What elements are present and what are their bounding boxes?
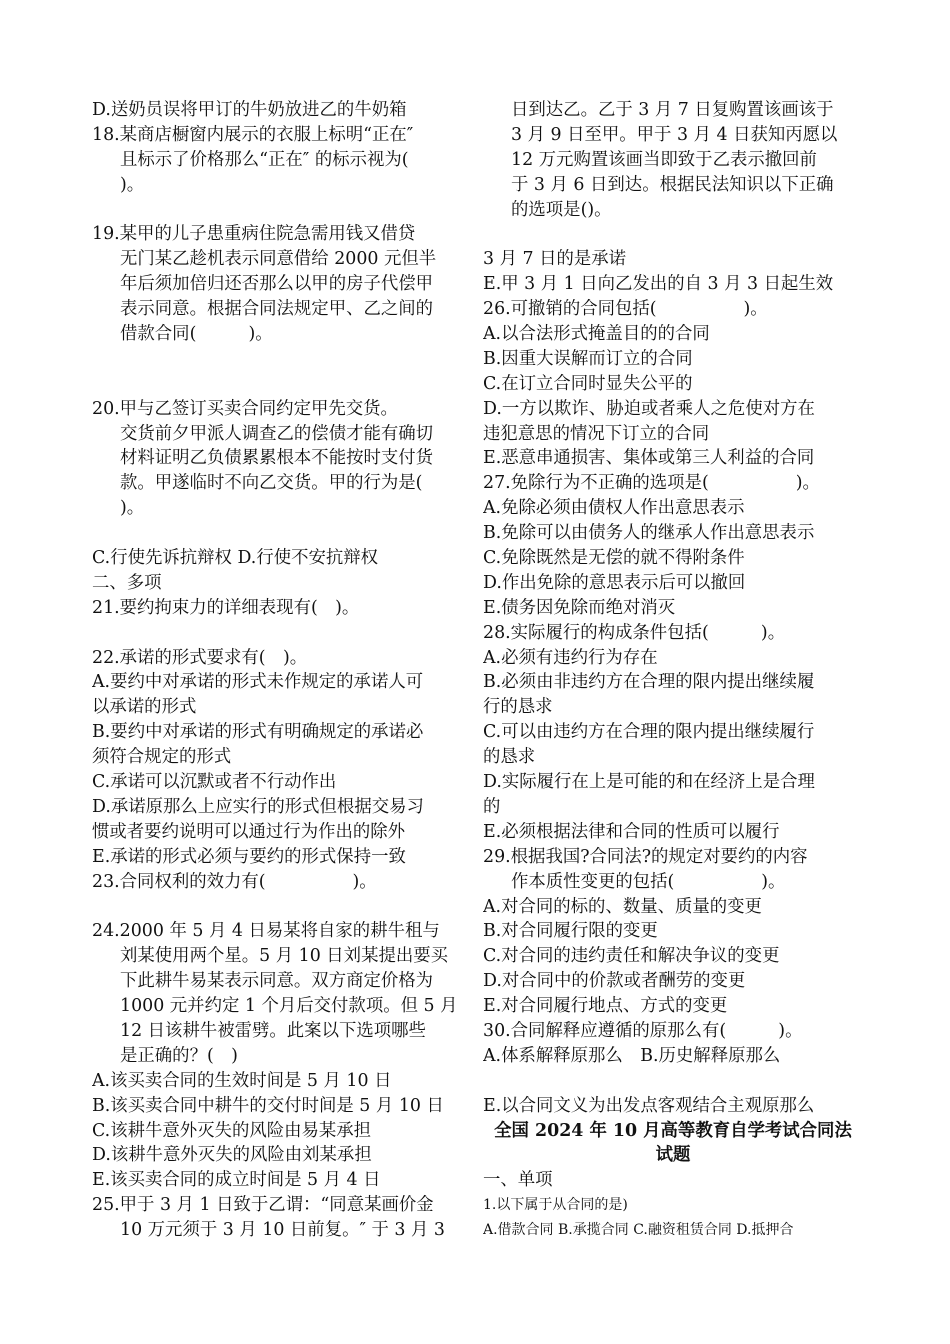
- option-line: 违犯意思的情况下订立的合同: [483, 423, 710, 444]
- text-line: 10 万元须于 3 月 10 日前复。″ 于 3 月 3: [120, 1220, 445, 1241]
- right-column: [483, 98, 863, 1243]
- option-line: A.以合法形式掩盖目的的合同: [483, 324, 710, 345]
- text-line: 3 月 9 日至甲。甲于 3 月 4 日获知丙愿以: [511, 124, 838, 145]
- option-line: 的恳求: [483, 747, 536, 768]
- option-line: 惯或者要约说明可以通过行为作出的除外: [92, 821, 406, 842]
- question-24: 24.2000 年 5 月 4 日易某将自家的耕牛租与: [92, 921, 440, 942]
- option-line: C.免除既然是无偿的就不得附条件: [483, 548, 745, 569]
- option-line: C.对合同的违约责任和解决争议的变更: [483, 946, 780, 967]
- text-line: 12 日该耕牛被雷劈。此案以下选项哪些: [120, 1020, 426, 1041]
- option-line: B.要约中对承诺的形式有明确规定的承诺必: [92, 722, 424, 743]
- question-28: 28.实际履行的构成条件包括( )。: [483, 622, 786, 643]
- exam-title-sub: 试题: [655, 1145, 691, 1166]
- text-line: 是正确的？( ): [120, 1045, 238, 1066]
- text-line: 材料证明乙负债累累根本不能按时支付货: [120, 448, 434, 469]
- text-line: 作本质性变更的包括( )。: [511, 871, 786, 892]
- text-line: )。: [120, 498, 145, 519]
- text-line: 表示同意。根据合同法规定甲、乙之间的: [120, 299, 434, 320]
- option-line: E.对合同履行地点、方式的变更: [483, 996, 728, 1017]
- option-line: D.一方以欺诈、胁迫或者乘人之危使对方在: [483, 398, 815, 419]
- text-line: 12 万元购置该画当即致于乙表示撤回前: [511, 149, 817, 170]
- option-line: A.对合同的标的、数量、质量的变更: [483, 896, 762, 917]
- option-line: 须符合规定的形式: [92, 747, 232, 768]
- text-line: D.送奶员误将甲订的牛奶放进乙的牛奶箱: [92, 100, 407, 120]
- option-line: A.该买卖合同的生效时间是 5 月 10 日: [92, 1070, 392, 1091]
- blank-line: [92, 372, 477, 397]
- option-line: E.承诺的形式必须与要约的形式保持一致: [92, 846, 406, 867]
- question-29: 29.根据我国?合同法?的规定对要约的内容: [483, 846, 808, 867]
- option-line: A.体系解释原那么 B.历史解释原那么: [483, 1045, 781, 1066]
- option-line: C.承诺可以沉默或者不行动作出: [92, 772, 337, 793]
- text-line: )。: [120, 174, 145, 195]
- question-26: 26.可撤销的合同包括( )。: [483, 299, 768, 320]
- blank-line: [92, 198, 477, 223]
- option-line: A.免除必须由债权人作出意思表示: [483, 498, 745, 519]
- option-line: A.要约中对承诺的形式未作规定的承诺人可: [92, 672, 424, 693]
- option-line: C.在订立合同时显失公平的: [483, 373, 693, 394]
- option-line: 的: [483, 796, 501, 817]
- question-18: 18.某商店橱窗内展示的衣服上标明“正在″: [92, 124, 414, 145]
- text-line: 下此耕牛易某表示同意。双方商定价格为: [120, 971, 434, 992]
- question-30: 30.合同解释应遵循的原那么有( )。: [483, 1020, 803, 1041]
- question-19: 19.某甲的儿子患重病住院急需用钱又借贷: [92, 224, 416, 245]
- text-line: 刘某使用两个星。5 月 10 日刘某提出要买: [120, 946, 449, 967]
- question-25: 25.甲于 3 月 1 日致于乙谓：“同意某画价金: [92, 1195, 434, 1216]
- option-line: 行的恳求: [483, 697, 553, 718]
- option-line: D.实际履行在上是可能的和在经济上是合理: [483, 772, 815, 793]
- option-line: D.承诺原那么上应实行的形式但根据交易习: [92, 796, 424, 817]
- option-line: E.以合同文义为出发点客观结合主观原那么: [483, 1095, 815, 1116]
- blank-line: [92, 895, 477, 920]
- question-20: 20.甲与乙签订买卖合同约定甲先交货。: [92, 398, 398, 419]
- question-21: 21.要约拘束力的详细表现有( )。: [92, 597, 360, 618]
- option-line: B.免除可以由债务人的继承人作出意思表示: [483, 523, 815, 544]
- option-line: E.恶意串通损害、集体或第三人利益的合同: [483, 448, 815, 469]
- text-line: 的选项是()。: [511, 199, 612, 220]
- option-line: E.必须根据法律和合同的性质可以履行: [483, 821, 780, 842]
- option-line: E.该买卖合同的成立时间是 5 月 4 日: [92, 1170, 381, 1191]
- text-line: 于 3 月 6 日到达。根据民法知识以下正确: [511, 174, 834, 195]
- blank-line: [483, 1069, 863, 1094]
- text-line: 借款合同( )。: [120, 324, 273, 345]
- question-27: 27.免除行为不正确的选项是( )。: [483, 473, 820, 494]
- question-1: 1.以下属于从合同的是): [483, 1197, 628, 1214]
- question-22: 22.承诺的形式要求有( )。: [92, 647, 308, 668]
- option-line: A.借款合同 B.承揽合同 C.融资租赁合同 D.抵押合: [483, 1222, 794, 1239]
- option-line: B.必须由非违约方在合理的限内提出继续履: [483, 672, 815, 693]
- option-line: D.作出免除的意思表示后可以撤回: [483, 572, 746, 593]
- option-line: C.行使先诉抗辩权 D.行使不安抗辩权: [92, 548, 379, 569]
- option-line: 3 月 7 日的是承诺: [483, 249, 627, 270]
- blank-line: [483, 222, 863, 247]
- section-heading: 二、多项: [92, 572, 162, 593]
- option-line: E.债务因免除而绝对消灭: [483, 597, 676, 618]
- option-line: 以承诺的形式: [92, 697, 197, 718]
- text-line: 无门某乙趁机表示同意借给 2000 元但半: [120, 249, 437, 270]
- exam-title: 全国 2024 年 10 月高等教育自学考试合同法: [494, 1120, 852, 1141]
- option-line: E.甲 3 月 1 日向乙发出的自 3 月 3 日起生效: [483, 274, 834, 295]
- option-line: B.因重大误解而订立的合同: [483, 348, 693, 369]
- left-column: [92, 98, 477, 1243]
- text-line: 交货前夕甲派人调查乙的偿债才能有确切: [120, 423, 434, 444]
- blank-line: [92, 521, 477, 546]
- option-line: D.该耕牛意外灭失的风险由刘某承担: [92, 1145, 372, 1166]
- text-line: 年后须加倍归还否那么以甲的房子代偿甲: [120, 274, 434, 295]
- option-line: B.该买卖合同中耕牛的交付时间是 5 月 10 日: [92, 1095, 444, 1116]
- text-line: 款。甲遂临时不向乙交货。甲的行为是(: [120, 473, 423, 494]
- option-line: D.对合同中的价款或者酬劳的变更: [483, 971, 746, 992]
- option-line: C.可以由违约方在合理的限内提出继续履行: [483, 722, 815, 743]
- option-line: A.必须有违约行为存在: [483, 647, 658, 668]
- question-23: 23.合同权利的效力有( )。: [92, 871, 377, 892]
- text-line: 日到达乙。乙于 3 月 7 日复购置该画该于: [511, 100, 834, 120]
- text-line: 且标示了价格那么“正在″ 的标示视为(: [120, 149, 409, 170]
- option-line: B.对合同履行限的变更: [483, 921, 658, 942]
- option-line: C.该耕牛意外灭失的风险由易某承担: [92, 1120, 372, 1141]
- text-line: 1000 元并约定 1 个月后交付款项。但 5 月: [120, 996, 458, 1017]
- section-heading: 一、单项: [483, 1170, 553, 1191]
- blank-line: [92, 621, 477, 646]
- blank-line: [92, 347, 477, 372]
